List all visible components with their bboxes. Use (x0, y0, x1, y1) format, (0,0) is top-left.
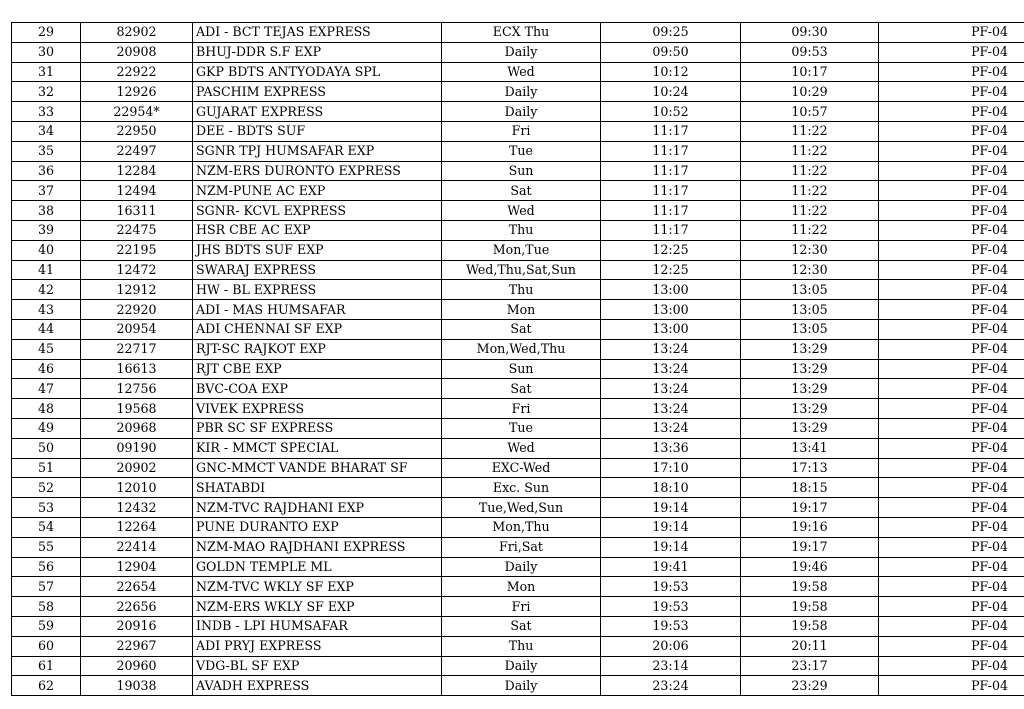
table-row (12, 577, 1024, 597)
table-row (12, 359, 1024, 379)
train-name-cell: VIVEK EXPRESS (193, 399, 442, 419)
arrival-time-cell: 13:00 (601, 319, 741, 339)
arrival-time-cell: 19:41 (601, 557, 741, 577)
table-row (12, 676, 1024, 696)
platform-cell: PF-04 (879, 240, 1024, 260)
train-name-cell: NZM-PUNE AC EXP (193, 181, 442, 201)
departure-time-cell: 20:11 (741, 636, 879, 656)
serial-number-cell: 56 (12, 557, 81, 577)
train-number-cell: 22656 (81, 597, 193, 617)
train-number-cell: 20968 (81, 418, 193, 438)
serial-number-cell: 45 (12, 339, 81, 359)
arrival-time-cell: 13:24 (601, 399, 741, 419)
arrival-time-cell: 11:17 (601, 161, 741, 181)
platform-cell: PF-04 (879, 359, 1024, 379)
serial-number-cell: 31 (12, 62, 81, 82)
table-row (12, 181, 1024, 201)
departure-time-cell: 19:58 (741, 597, 879, 617)
departure-time-cell: 19:16 (741, 517, 879, 537)
table-row (12, 636, 1024, 656)
platform-cell: PF-04 (879, 676, 1024, 696)
train-number-cell: 22950 (81, 121, 193, 141)
arrival-time-cell: 23:14 (601, 656, 741, 676)
departure-time-cell: 13:29 (741, 339, 879, 359)
days-of-operation-cell: Mon,Tue (442, 240, 601, 260)
table-row (12, 240, 1024, 260)
departure-time-cell: 23:17 (741, 656, 879, 676)
departure-time-cell: 19:17 (741, 537, 879, 557)
days-of-operation-cell: Mon,Wed,Thu (442, 339, 601, 359)
train-name-cell: VDG-BL SF EXP (193, 656, 442, 676)
train-number-cell: 12472 (81, 260, 193, 280)
days-of-operation-cell: Exc. Sun (442, 478, 601, 498)
train-number-cell: 20916 (81, 616, 193, 636)
arrival-time-cell: 19:53 (601, 616, 741, 636)
train-name-cell: PBR SC SF EXPRESS (193, 418, 442, 438)
serial-number-cell: 59 (12, 616, 81, 636)
departure-time-cell: 10:29 (741, 82, 879, 102)
days-of-operation-cell: Thu (442, 280, 601, 300)
table-row (12, 319, 1024, 339)
train-number-cell: 12756 (81, 379, 193, 399)
platform-cell: PF-04 (879, 517, 1024, 537)
days-of-operation-cell: Daily (442, 656, 601, 676)
platform-cell: PF-04 (879, 62, 1024, 82)
departure-time-cell: 18:15 (741, 478, 879, 498)
platform-cell: PF-04 (879, 121, 1024, 141)
departure-time-cell: 11:22 (741, 201, 879, 221)
departure-time-cell: 13:29 (741, 379, 879, 399)
departure-time-cell: 19:17 (741, 498, 879, 518)
departure-time-cell: 10:17 (741, 62, 879, 82)
days-of-operation-cell: Sat (442, 379, 601, 399)
platform-cell: PF-04 (879, 498, 1024, 518)
train-name-cell: HW - BL EXPRESS (193, 280, 442, 300)
departure-time-cell: 13:29 (741, 359, 879, 379)
table-row (12, 23, 1024, 43)
table-row (12, 597, 1024, 617)
train-name-cell: ADI PRYJ EXPRESS (193, 636, 442, 656)
departure-time-cell: 13:29 (741, 399, 879, 419)
arrival-time-cell: 11:17 (601, 141, 741, 161)
arrival-time-cell: 13:24 (601, 359, 741, 379)
serial-number-cell: 60 (12, 636, 81, 656)
train-name-cell: INDB - LPI HUMSAFAR (193, 616, 442, 636)
arrival-time-cell: 12:25 (601, 260, 741, 280)
table-row (12, 42, 1024, 62)
serial-number-cell: 38 (12, 201, 81, 221)
train-name-cell: BVC-COA EXP (193, 379, 442, 399)
days-of-operation-cell: Mon,Thu (442, 517, 601, 537)
departure-time-cell: 10:57 (741, 102, 879, 122)
arrival-time-cell: 19:14 (601, 537, 741, 557)
train-name-cell: NZM-ERS DURONTO EXPRESS (193, 161, 442, 181)
table-row (12, 339, 1024, 359)
platform-cell: PF-04 (879, 438, 1024, 458)
train-number-cell: 22195 (81, 240, 193, 260)
table-row (12, 300, 1024, 320)
table-row (12, 438, 1024, 458)
platform-cell: PF-04 (879, 42, 1024, 62)
arrival-time-cell: 19:53 (601, 597, 741, 617)
departure-time-cell: 11:22 (741, 181, 879, 201)
train-name-cell: DEE - BDTS SUF (193, 121, 442, 141)
arrival-time-cell: 10:52 (601, 102, 741, 122)
table-row (12, 517, 1024, 537)
platform-cell: PF-04 (879, 201, 1024, 221)
timetable-body (12, 23, 1024, 696)
arrival-time-cell: 17:10 (601, 458, 741, 478)
arrival-time-cell: 19:53 (601, 577, 741, 597)
arrival-time-cell: 11:17 (601, 121, 741, 141)
train-name-cell: GNC-MMCT VANDE BHARAT SF (193, 458, 442, 478)
train-number-cell: 22922 (81, 62, 193, 82)
train-timetable (11, 22, 1024, 696)
serial-number-cell: 34 (12, 121, 81, 141)
serial-number-cell: 52 (12, 478, 81, 498)
train-number-cell: 22654 (81, 577, 193, 597)
train-number-cell: 20902 (81, 458, 193, 478)
departure-time-cell: 13:05 (741, 319, 879, 339)
serial-number-cell: 51 (12, 458, 81, 478)
departure-time-cell: 13:05 (741, 280, 879, 300)
departure-time-cell: 09:53 (741, 42, 879, 62)
train-number-cell: 12904 (81, 557, 193, 577)
train-number-cell: 19038 (81, 676, 193, 696)
days-of-operation-cell: Tue (442, 141, 601, 161)
departure-time-cell: 11:22 (741, 141, 879, 161)
days-of-operation-cell: Daily (442, 557, 601, 577)
train-name-cell: RJT-SC RAJKOT EXP (193, 339, 442, 359)
train-name-cell: BHUJ-DDR S.F EXP (193, 42, 442, 62)
platform-cell: PF-04 (879, 102, 1024, 122)
departure-time-cell: 11:22 (741, 121, 879, 141)
serial-number-cell: 57 (12, 577, 81, 597)
arrival-time-cell: 09:50 (601, 42, 741, 62)
serial-number-cell: 36 (12, 161, 81, 181)
train-name-cell: NZM-ERS WKLY SF EXP (193, 597, 442, 617)
platform-cell: PF-04 (879, 280, 1024, 300)
table-row (12, 537, 1024, 557)
platform-cell: PF-04 (879, 141, 1024, 161)
train-number-cell: 16613 (81, 359, 193, 379)
arrival-time-cell: 13:00 (601, 280, 741, 300)
train-number-cell: 22954* (81, 102, 193, 122)
departure-time-cell: 19:46 (741, 557, 879, 577)
arrival-time-cell: 18:10 (601, 478, 741, 498)
train-name-cell: ADI CHENNAI SF EXP (193, 319, 442, 339)
table-row (12, 478, 1024, 498)
table-row (12, 62, 1024, 82)
train-number-cell: 12010 (81, 478, 193, 498)
table-row (12, 82, 1024, 102)
train-name-cell: KIR - MMCT SPECIAL (193, 438, 442, 458)
serial-number-cell: 29 (12, 23, 81, 43)
arrival-time-cell: 13:24 (601, 418, 741, 438)
platform-cell: PF-04 (879, 161, 1024, 181)
table-row (12, 102, 1024, 122)
train-number-cell: 22414 (81, 537, 193, 557)
train-number-cell: 12926 (81, 82, 193, 102)
platform-cell: PF-04 (879, 220, 1024, 240)
platform-cell: PF-04 (879, 636, 1024, 656)
days-of-operation-cell: Fri (442, 597, 601, 617)
platform-cell: PF-04 (879, 577, 1024, 597)
train-name-cell: ADI - BCT TEJAS EXPRESS (193, 23, 442, 43)
train-name-cell: GKP BDTS ANTYODAYA SPL (193, 62, 442, 82)
train-number-cell: 19568 (81, 399, 193, 419)
table-row (12, 260, 1024, 280)
table-row (12, 121, 1024, 141)
serial-number-cell: 43 (12, 300, 81, 320)
arrival-time-cell: 11:17 (601, 201, 741, 221)
platform-cell: PF-04 (879, 478, 1024, 498)
serial-number-cell: 35 (12, 141, 81, 161)
table-row (12, 557, 1024, 577)
arrival-time-cell: 11:17 (601, 181, 741, 201)
table-row (12, 161, 1024, 181)
days-of-operation-cell: Daily (442, 42, 601, 62)
train-number-cell: 16311 (81, 201, 193, 221)
days-of-operation-cell: Fri (442, 399, 601, 419)
serial-number-cell: 54 (12, 517, 81, 537)
train-name-cell: GUJARAT EXPRESS (193, 102, 442, 122)
arrival-time-cell: 20:06 (601, 636, 741, 656)
train-number-cell: 20960 (81, 656, 193, 676)
serial-number-cell: 41 (12, 260, 81, 280)
days-of-operation-cell: Sat (442, 616, 601, 636)
serial-number-cell: 61 (12, 656, 81, 676)
train-number-cell: 22475 (81, 220, 193, 240)
platform-cell: PF-04 (879, 300, 1024, 320)
train-name-cell: JHS BDTS SUF EXP (193, 240, 442, 260)
arrival-time-cell: 13:24 (601, 339, 741, 359)
departure-time-cell: 17:13 (741, 458, 879, 478)
table-row (12, 656, 1024, 676)
arrival-time-cell: 13:00 (601, 300, 741, 320)
platform-cell: PF-04 (879, 260, 1024, 280)
platform-cell: PF-04 (879, 557, 1024, 577)
train-number-cell: 12432 (81, 498, 193, 518)
serial-number-cell: 55 (12, 537, 81, 557)
days-of-operation-cell: Daily (442, 102, 601, 122)
arrival-time-cell: 13:36 (601, 438, 741, 458)
days-of-operation-cell: Tue (442, 418, 601, 438)
train-name-cell: NZM-MAO RAJDHANI EXPRESS (193, 537, 442, 557)
table-row (12, 399, 1024, 419)
arrival-time-cell: 10:24 (601, 82, 741, 102)
train-name-cell: GOLDN TEMPLE ML (193, 557, 442, 577)
serial-number-cell: 40 (12, 240, 81, 260)
table-row (12, 458, 1024, 478)
departure-time-cell: 23:29 (741, 676, 879, 696)
serial-number-cell: 42 (12, 280, 81, 300)
train-number-cell: 22967 (81, 636, 193, 656)
serial-number-cell: 44 (12, 319, 81, 339)
platform-cell: PF-04 (879, 379, 1024, 399)
days-of-operation-cell: Wed (442, 438, 601, 458)
departure-time-cell: 19:58 (741, 577, 879, 597)
serial-number-cell: 32 (12, 82, 81, 102)
days-of-operation-cell: Fri (442, 121, 601, 141)
train-number-cell: 09190 (81, 438, 193, 458)
days-of-operation-cell: Daily (442, 82, 601, 102)
days-of-operation-cell: Wed (442, 201, 601, 221)
train-name-cell: SHATABDI (193, 478, 442, 498)
days-of-operation-cell: Thu (442, 636, 601, 656)
train-number-cell: 22717 (81, 339, 193, 359)
days-of-operation-cell: Sat (442, 181, 601, 201)
train-number-cell: 12494 (81, 181, 193, 201)
platform-cell: PF-04 (879, 656, 1024, 676)
train-name-cell: NZM-TVC RAJDHANI EXP (193, 498, 442, 518)
days-of-operation-cell: Mon (442, 577, 601, 597)
platform-cell: PF-04 (879, 597, 1024, 617)
serial-number-cell: 48 (12, 399, 81, 419)
train-number-cell: 22920 (81, 300, 193, 320)
serial-number-cell: 49 (12, 418, 81, 438)
departure-time-cell: 19:58 (741, 616, 879, 636)
arrival-time-cell: 09:25 (601, 23, 741, 43)
days-of-operation-cell: EXC-Wed (442, 458, 601, 478)
serial-number-cell: 46 (12, 359, 81, 379)
platform-cell: PF-04 (879, 319, 1024, 339)
platform-cell: PF-04 (879, 339, 1024, 359)
serial-number-cell: 39 (12, 220, 81, 240)
train-number-cell: 82902 (81, 23, 193, 43)
days-of-operation-cell: Fri,Sat (442, 537, 601, 557)
train-name-cell: SGNR TPJ HUMSAFAR EXP (193, 141, 442, 161)
arrival-time-cell: 23:24 (601, 676, 741, 696)
departure-time-cell: 12:30 (741, 240, 879, 260)
serial-number-cell: 58 (12, 597, 81, 617)
table-row (12, 201, 1024, 221)
serial-number-cell: 47 (12, 379, 81, 399)
platform-cell: PF-04 (879, 399, 1024, 419)
arrival-time-cell: 11:17 (601, 220, 741, 240)
arrival-time-cell: 10:12 (601, 62, 741, 82)
train-number-cell: 12912 (81, 280, 193, 300)
arrival-time-cell: 13:24 (601, 379, 741, 399)
days-of-operation-cell: Tue,Wed,Sun (442, 498, 601, 518)
serial-number-cell: 30 (12, 42, 81, 62)
train-name-cell: SGNR- KCVL EXPRESS (193, 201, 442, 221)
departure-time-cell: 13:41 (741, 438, 879, 458)
timetable-sheet (11, 22, 1024, 696)
table-row (12, 220, 1024, 240)
train-name-cell: SWARAJ EXPRESS (193, 260, 442, 280)
platform-cell: PF-04 (879, 181, 1024, 201)
platform-cell: PF-04 (879, 537, 1024, 557)
serial-number-cell: 53 (12, 498, 81, 518)
train-name-cell: ADI - MAS HUMSAFAR (193, 300, 442, 320)
serial-number-cell: 33 (12, 102, 81, 122)
platform-cell: PF-04 (879, 82, 1024, 102)
days-of-operation-cell: Thu (442, 220, 601, 240)
days-of-operation-cell: Wed (442, 62, 601, 82)
platform-cell: PF-04 (879, 23, 1024, 43)
departure-time-cell: 11:22 (741, 220, 879, 240)
platform-cell: PF-04 (879, 458, 1024, 478)
departure-time-cell: 13:05 (741, 300, 879, 320)
table-row (12, 616, 1024, 636)
serial-number-cell: 62 (12, 676, 81, 696)
days-of-operation-cell: Sat (442, 319, 601, 339)
days-of-operation-cell: Daily (442, 676, 601, 696)
arrival-time-cell: 12:25 (601, 240, 741, 260)
train-number-cell: 20908 (81, 42, 193, 62)
departure-time-cell: 13:29 (741, 418, 879, 438)
arrival-time-cell: 19:14 (601, 498, 741, 518)
departure-time-cell: 12:30 (741, 260, 879, 280)
platform-cell: PF-04 (879, 418, 1024, 438)
platform-cell: PF-04 (879, 616, 1024, 636)
table-row (12, 141, 1024, 161)
train-name-cell: PUNE DURANTO EXP (193, 517, 442, 537)
days-of-operation-cell: Sun (442, 161, 601, 181)
serial-number-cell: 50 (12, 438, 81, 458)
table-row (12, 280, 1024, 300)
train-number-cell: 22497 (81, 141, 193, 161)
days-of-operation-cell: ECX Thu (442, 23, 601, 43)
train-name-cell: HSR CBE AC EXP (193, 220, 442, 240)
table-row (12, 418, 1024, 438)
days-of-operation-cell: Mon (442, 300, 601, 320)
train-name-cell: PASCHIM EXPRESS (193, 82, 442, 102)
table-row (12, 498, 1024, 518)
train-name-cell: NZM-TVC WKLY SF EXP (193, 577, 442, 597)
train-number-cell: 12264 (81, 517, 193, 537)
table-row (12, 379, 1024, 399)
train-name-cell: AVADH EXPRESS (193, 676, 442, 696)
days-of-operation-cell: Sun (442, 359, 601, 379)
train-number-cell: 12284 (81, 161, 193, 181)
departure-time-cell: 09:30 (741, 23, 879, 43)
days-of-operation-cell: Wed,Thu,Sat,Sun (442, 260, 601, 280)
arrival-time-cell: 19:14 (601, 517, 741, 537)
train-name-cell: RJT CBE EXP (193, 359, 442, 379)
departure-time-cell: 11:22 (741, 161, 879, 181)
train-number-cell: 20954 (81, 319, 193, 339)
serial-number-cell: 37 (12, 181, 81, 201)
